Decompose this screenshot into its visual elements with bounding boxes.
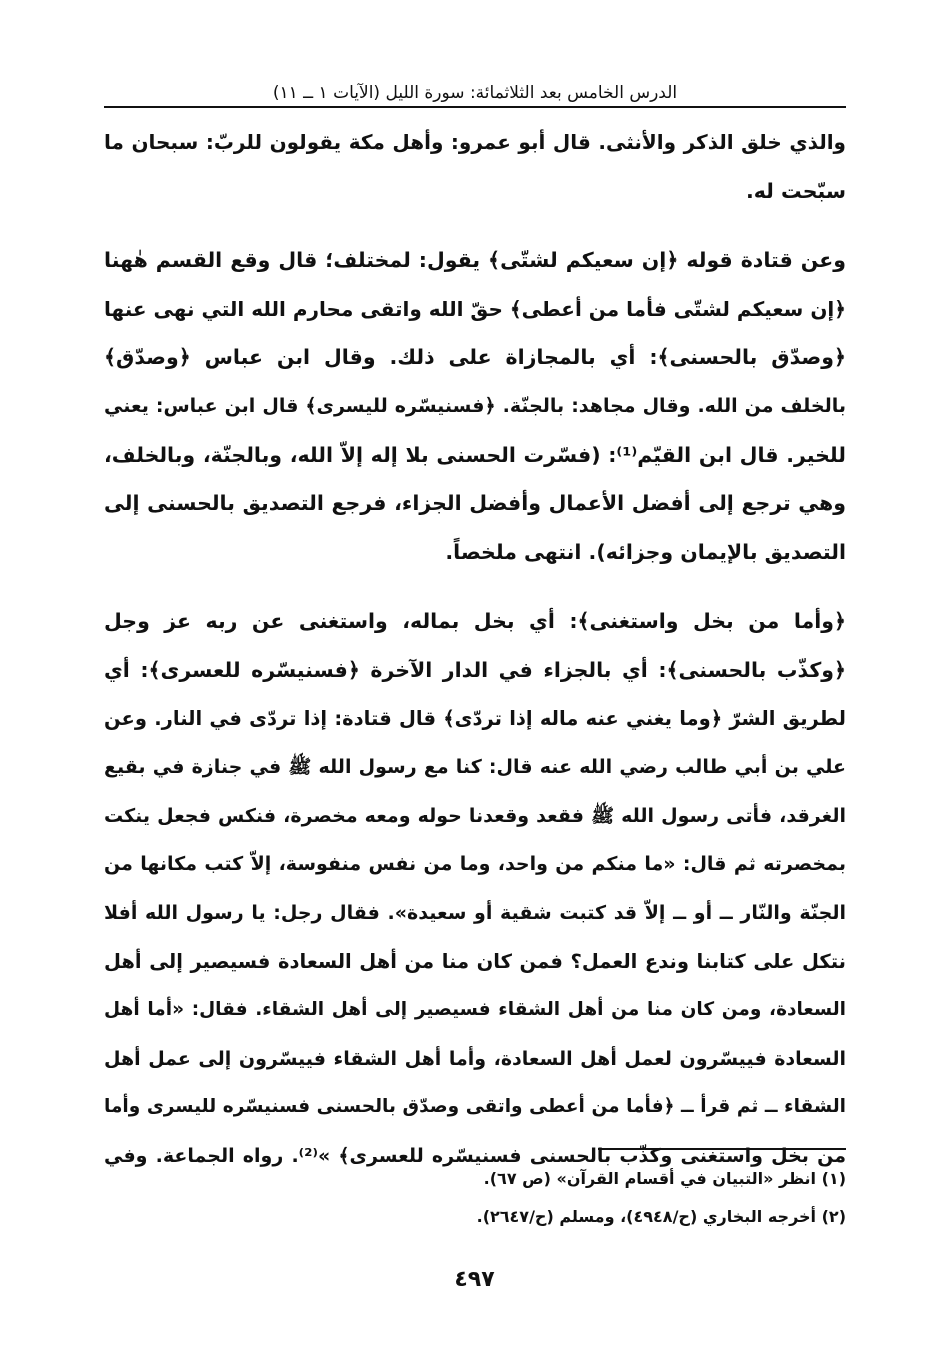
text-line: التصديق بالإيمان وجزائه). انتهى ملخصاً. [445,539,846,564]
text-line: نتكل على كتابنا وندع العمل؟ فمن كان منا من أهل السعادة فسيصير إلى أهل [104,949,846,973]
text-line: ﴿وصدّق بالحسنى﴾: أي بالمجازاة على ذلك. وقال ابن عباس ﴿وصدّق﴾ [104,345,846,370]
page-number: ٤٩٧ [454,1267,495,1292]
body-text [104,118,846,1180]
footnote-rule [598,1148,846,1150]
text-line: وهي ترجع إلى أفضل الأعمال وأفضل الجزاء، فرجع التصديق بالحسنى إلى [104,491,846,516]
paragraph-gap [104,576,846,597]
text-line: علي بن أبي طالب رضي الله عنه قال: كنا مع رسول الله ﷺ في جنازة في بقيع [104,756,846,779]
text-line: الشقاء ــ ثم قرأ ــ ﴿فأما من أعطى واتقى وصدّق بالحسنى فسنيسّره لليسرى وأما [104,1096,846,1118]
text-line: الغرقد، فأتى رسول الله ﷺ فقعد وقعدنا حوله ومعه مخصرة، فنكس فجعل ينكت [104,804,846,827]
text-line: لطريق الشرّ ﴿وما يغني عنه ماله إذا تردّى﴾ قال قتادة: إذا تردّى في النار. وعن [104,706,846,730]
footnote: (١) انظر «التبيان في أقسام القرآن» (ص ٦٧). [483,1169,846,1188]
text-line: بمخصرته ثم قال: «ما منكم من واحد، وما من نفس منفوسة، إلاّ كتب مكانها من [104,853,846,876]
text-line: من بخل واستغنى وكذّب بالحسنى فسنيسّره للعسرى﴾ »⁽²⁾. رواه الجماعة. وفي [104,1144,846,1167]
paragraph-gap [104,215,846,236]
paragraph [104,236,846,576]
text-line: والذي خلق الذكر والأنثى. قال أبو عمرو: وأهل مكة يقولون للربّ: سبحان ما [104,130,846,154]
text-line: سبّحت له. [745,178,846,203]
text-line: وعن قتادة قوله ﴿إن سعيكم لشتّى﴾ يقول: لمختلف؛ قال وقع القسم هٰهنا [104,248,846,273]
paragraph [104,597,846,1180]
text-line: ﴿وأما من بخل واستغنى﴾: أي بخل بماله، واستغنى عن ربه عز وجل [104,609,846,634]
text-line: الجنّة والنّار ــ أو ــ إلاّ قد كتبت شقية أو سعيدة». فقال رجل: يا رسول الله أفلا [104,901,846,924]
text-line: للخير. قال ابن القيّم⁽¹⁾: (فسّرت الحسنى بلا إله إلاّ الله، وبالجنّة، وبالخلف، [104,442,846,467]
text-line: بالخلف من الله. وقال مجاهد: بالجنّة. ﴿فسنيسّره لليسرى﴾ قال ابن عباس: يعني [104,394,846,417]
text-line: ﴿وكذّب بالحسنى﴾: أي بالجزاء في الدار الآخرة ﴿فسنيسّره للعسرى﴾: أي [104,657,846,682]
paragraph [104,118,846,215]
text-line: السعادة فييسّرون لعمل أهل السعادة، وأما أهل الشقاء فييسّرون إلى عمل أهل [104,1047,846,1070]
text-line: ﴿إن سعيكم لشتّى فأما من أعطى﴾ حقّ الله واتقى محارم الله التي نهى عنها [104,296,846,321]
running-header: الدرس الخامس بعد الثلاثمائة: سورة الليل (الآيات ١ ــ ١١) [272,83,678,103]
footnotes [104,1160,846,1236]
footnote: (٢) أخرجه البخاري (ح/٤٩٤٨)، ومسلم (ح/٢٦٤٧). [476,1207,846,1226]
text-line: السعادة، ومن كان منا من أهل الشقاء فسيصير إلى أهل الشقاء. فقال: «أما أهل [104,999,846,1021]
header-rule [104,106,846,108]
